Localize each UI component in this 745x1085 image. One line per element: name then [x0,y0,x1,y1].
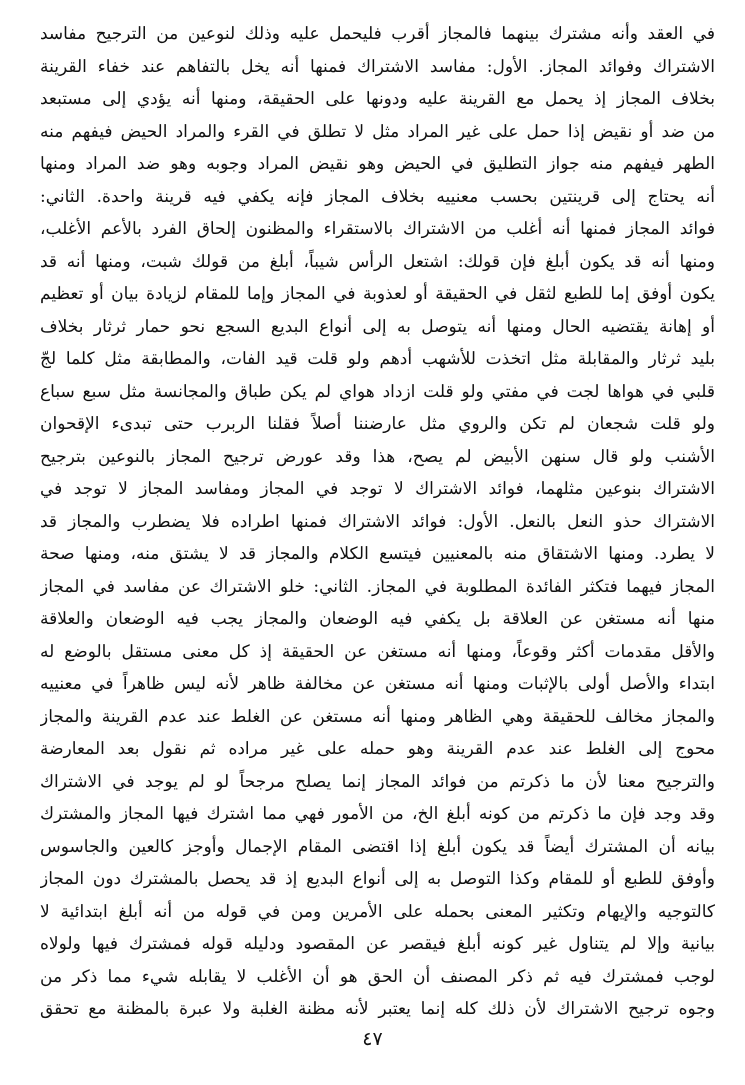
document-page [40,18,715,1018]
text-line: بيانية وإلا لم يتناول غير كونه أبلغ فيقصر عن المقصود ودليله قوله فمشترك فيها ولولاه [40,934,715,954]
page-number: ٤٧ [362,1028,383,1050]
text-line: وقد وجد فإن ما ذكرتم من كونه أبلغ الخ، من الأمور فهي مما اشترك فيها المجاز والمشترك [40,804,715,824]
text-line: وأوفق للطبع أو للمقام وكذا التوصل به إلى أنواع البديع إذ قد يحصل بالمشترك دون المجاز [40,869,715,889]
text-line: يكون أوفق إما للطبع لثقل في الحقيقة أو لعذوبة في المجاز وإما للمقام لزيادة بيان أو تعظيم [40,284,715,304]
text-line: محوج إلى الغلط عند عدم القرينة وهو حمله على غير مراده ثم نقول بعد المعارضة [40,739,715,759]
text-line: الاشتراك حذو النعل بالنعل. الأول: فوائد الاشتراك فمنها اطراده فلا يضطرب والمجاز قد [40,511,715,532]
text-line: فوائد المجاز فمنها أنه أغلب من الاشتراك بالاستقراء والمظنون إلحاق الفرد بالأعم الأغلب، [40,219,715,239]
text-line: بيانه أن المشترك أيضاً قد يكون أبلغ إذا اقتضى المقام الإجمال وأوجز كالعين والجاسوس [40,836,715,857]
text-line: كالتوجيه والإيهام وتكثير المعنى بحمله على الأمرين ومن في قوله من أنه أبلغ ابتدائية لا [40,901,715,922]
text-line: ابتداء والأصل أولى بالإثبات ومنها أنه مستغن عن مخالفة ظاهر لأنه ليس ظاهراً في معنييه [40,674,715,694]
text-line: ولو قلت شجعان لم تكن والروي مثل عارضننا أصلاً فقلنا الربرب حتى تبدىء الإقحوان [40,414,715,434]
text-line: بليد ثرثار والمقابلة مثل اتخذت للأشهب أدهم ولو قلت قيد الفات، والمطابقة مثل كلما لجّ [40,349,715,369]
text-line: لوجب فمشترك فيه ثم ذكر المصنف أن الحق هو أن الأغلب لا يقابله شيء مما ذكر من [40,966,715,987]
text-line: الاشتراك وفوائد المجاز. الأول: مفاسد الاشتراك فمنها أنه يخل بالتفاهم عند خفاء القرينة [40,56,715,77]
text-line: منها أنه مستغن عن العلاقة بل يكفي فيه الوضعان والمجاز يجب فيه الوضعان والعلاقة [40,609,715,629]
text-line: والترجيح معنا لأن ما ذكرتم من فوائد المجاز إنما يصلح مرجحاً لو لم يوجد في الاشتراك [40,771,715,792]
text-line: وجوه ترجيح الاشتراك لأن ذلك كله إنما يعتبر لأنه مظنة الغلبة ولا عبرة بالمظنة مع تحقق [40,999,715,1019]
text-line: والأقل مقدمات أكثر وقوعاً، ومنها أنه مستغن عن الحقيقة إذ كل معنى مستقل بالوضع له [40,641,715,662]
text-line: لا يطرد. ومنها الاشتقاق منه بالمعنيين فيتسع الكلام والمجاز قد لا يشتق منه، ومنها صحة [40,544,715,564]
text-line: من ضد أو نقيض إذا حمل على غير المراد مثل لا تطلق في القرء والمراد الحيض فيفهم منه [40,121,715,142]
text-line: الطهر فيفهم منه جواز التطليق في الحيض وهو نقيض المراد وجوبه وهو ضد المراد ومنها [40,154,715,174]
text-line: المجاز فيهما فتكثر الفائدة المطلوبة في المجاز. الثاني: خلو الاشتراك عن مفاسد في المجاز [40,576,715,597]
text-line: قلبي في هواها لجت في مفتي ولو قلت ازداد هواي لم يكن طباق والمجانسة مثل سبع سباع [40,381,715,402]
text-line: أنه يحتاج إلى قرينتين بحسب معنييه بخلاف المجاز فإنه يكفي فيه قرينة واحدة. الثاني: [40,186,715,207]
text-line: ومنها أنه قد يكون أبلغ فإن قولك: اشتعل الرأس شيباً، أبلغ من قولك شبت، ومنها أنه قد [40,251,715,272]
text-line: في العقد وأنه مشترك بينهما فالمجاز أقرب فليحمل عليه وذلك لنوعين من الترجيح مفاسد [40,24,715,44]
text-line: أو إهانة يقتضيه الحال ومنها أنه يتوصل به إلى أنواع البديع السجع نحو حمار ثرثار بخلاف [40,316,715,337]
text-line: بخلاف المجاز إذ يحمل مع القرينة عليه ودونها على الحقيقة، ومنها أنه يؤدي إلى مستبعد [40,89,715,109]
text-line: الاشتراك بنوعين مثلهما، فوائد الاشتراك لا توجد في المجاز ومفاسد المجاز لا توجد في [40,479,715,499]
text-line: الأشنب ولو قال سنهن الأبيض لم يصح، هذا وقد عورض ترجيح المجاز بالنوعين بترجيح [40,446,715,467]
text-line: والمجاز مخالف للحقيقة وهي الظاهر ومنها أنه مستغن عن الغلط عند عدم القرينة والمجاز [40,706,715,727]
